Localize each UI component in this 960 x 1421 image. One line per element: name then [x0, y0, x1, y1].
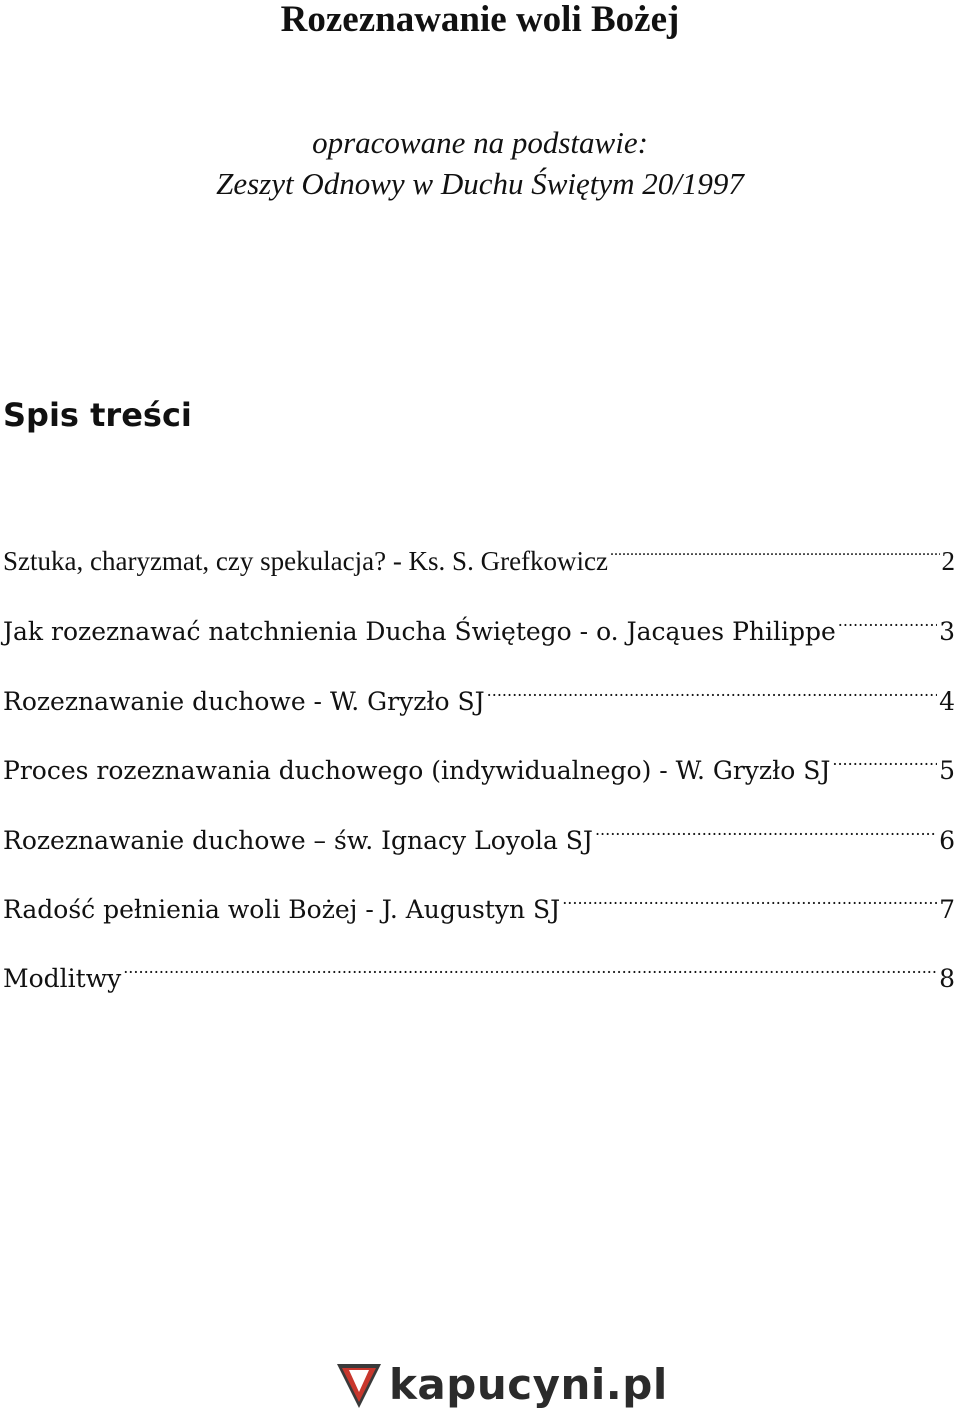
source-intro: opracowane na podstawie: — [312, 125, 648, 160]
toc-page-number: 8 — [939, 964, 955, 993]
toc-dot-leader — [123, 947, 937, 987]
kapucyni-logo[interactable] — [335, 1356, 668, 1414]
toc-page-number: 6 — [939, 826, 955, 855]
toc-page-number: 3 — [939, 617, 955, 646]
toc-dot-leader — [832, 739, 937, 779]
source-publication: Zeszyt Odnowy w Duchu Świętym 20/1997 — [216, 166, 744, 201]
toc-dot-leader — [487, 670, 937, 710]
document-title: Rozeznawanie woli Bożej — [280, 0, 680, 40]
toc-page-number: 5 — [939, 756, 955, 785]
toc-dot-leader — [595, 809, 937, 849]
toc-entry-title: Proces rozeznawania duchowego (indywidualnego) - W. Gryzło SJ — [3, 756, 831, 785]
toc-entry-title: Rozeznawanie duchowe – św. Ignacy Loyola SJ — [3, 826, 593, 855]
kapucyni-logo-icon — [335, 1360, 383, 1410]
toc-entry[interactable] — [3, 600, 955, 646]
toc-entry-title: Modlitwy — [3, 964, 122, 993]
toc-entry-title: Sztuka, charyzmat, czy spekulacja? - Ks. S. Grefkowicz — [3, 546, 609, 576]
toc-entry-title: Jak rozeznawać natchnienia Ducha Świętego - o. Jacąues Philippe — [3, 617, 836, 646]
toc-entry-title: Rozeznawanie duchowe - W. Gryzło SJ — [3, 687, 485, 716]
toc-entry[interactable] — [3, 739, 955, 785]
toc-entry-title: Radość pełnienia woli Bożej - J. Augustyn SJ — [3, 895, 561, 924]
toc-heading: Spis treści — [3, 396, 192, 434]
toc-dot-leader — [562, 878, 937, 918]
toc-entry[interactable] — [3, 878, 955, 924]
logo-wordmark: kapucyni.pl — [389, 1360, 668, 1409]
toc-dot-leader — [838, 600, 937, 640]
toc-dot-leader — [610, 530, 939, 570]
toc-entry[interactable] — [3, 809, 955, 855]
toc-page-number: 7 — [939, 895, 955, 924]
toc-entry[interactable] — [3, 670, 955, 716]
toc-page-number: 4 — [939, 687, 955, 716]
toc-entry[interactable] — [3, 947, 955, 993]
toc-entry[interactable] — [3, 530, 955, 576]
toc-page-number: 2 — [941, 546, 955, 576]
